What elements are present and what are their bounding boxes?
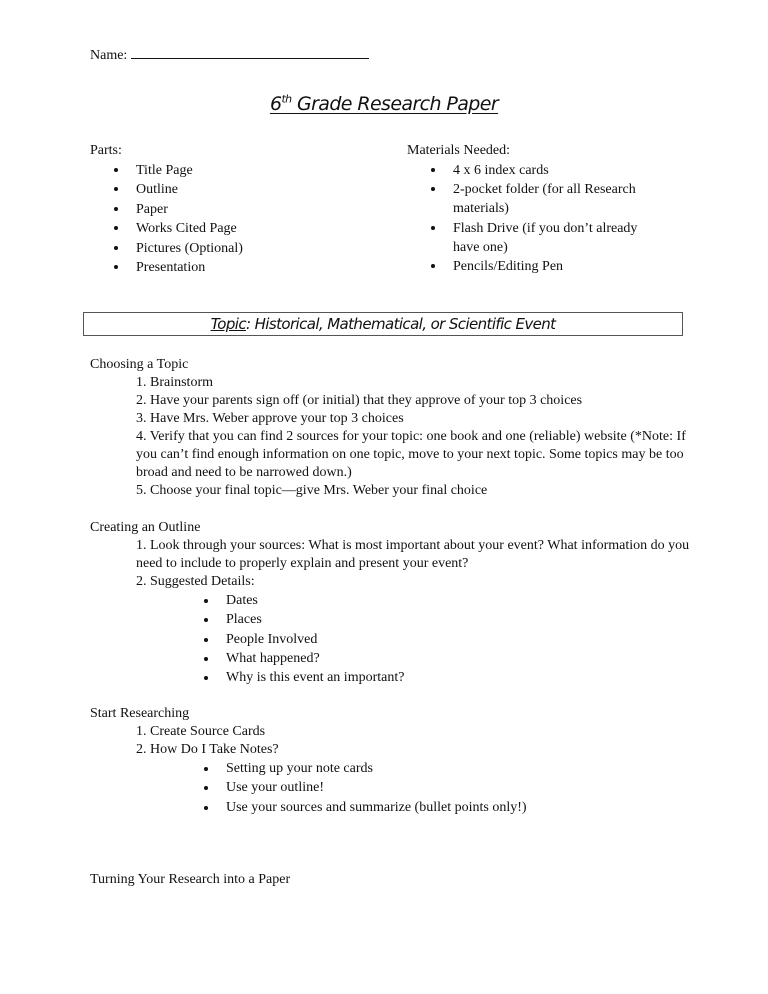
note-item: Use your outline! (90, 778, 690, 797)
materials-heading: Materials Needed: (407, 143, 511, 158)
step-item: 1. Create Source Cards (136, 724, 266, 739)
step-item: 5. Choose your final topic—give Mrs. Weber your final choice (136, 483, 488, 498)
name-label: Name: (90, 48, 128, 63)
creating-outline-section (90, 518, 690, 687)
detail-item: People Involved (90, 630, 690, 649)
note-item: Setting up your note cards (90, 759, 690, 778)
step-item: 3. Have Mrs. Weber approve your top 3 choices (136, 411, 404, 426)
materials-item: 4 x 6 index cards (407, 161, 667, 180)
parts-item: Outline (90, 180, 370, 199)
section-heading: Turning Your Research into a Paper (90, 872, 291, 887)
step-item: 1. Look through your sources: What is most important about your event? What information do you need to include to properly explain and present your event? (136, 538, 690, 571)
materials-column (407, 141, 667, 276)
detail-item: Places (90, 610, 690, 629)
choosing-steps (90, 374, 690, 500)
parts-item: Works Cited Page (90, 219, 370, 238)
topic-box (83, 312, 683, 336)
materials-item: Flash Drive (if you don’t already have one) (407, 219, 667, 257)
note-item: Use your sources and summarize (bullet points only!) (90, 798, 690, 817)
parts-item: Pictures (Optional) (90, 239, 370, 258)
section-heading: Choosing a Topic (90, 357, 189, 372)
parts-list (90, 161, 370, 278)
researching-steps (90, 723, 690, 759)
parts-item: Presentation (90, 258, 370, 277)
title-grade-suffix: th (281, 93, 292, 106)
parts-column (90, 141, 370, 277)
materials-item: Pencils/Editing Pen (407, 257, 667, 276)
outline-steps (90, 537, 690, 591)
start-researching-section (90, 704, 690, 817)
detail-item: What happened? (90, 649, 690, 668)
parts-item: Title Page (90, 161, 370, 180)
materials-list (407, 161, 667, 277)
parts-item: Paper (90, 200, 370, 219)
topic-text: : Historical, Mathematical, or Scientific Event (246, 315, 556, 333)
parts-heading: Parts: (90, 143, 122, 158)
step-item: 1. Brainstorm (136, 375, 213, 390)
detail-item: Dates (90, 591, 690, 610)
step-item: 2. Suggested Details: (136, 574, 255, 589)
section-heading: Creating an Outline (90, 520, 201, 535)
page-title (0, 90, 768, 114)
title-grade-number: 6 (269, 93, 282, 116)
materials-item: 2-pocket folder (for all Research materials) (407, 180, 667, 218)
step-item: 2. How Do I Take Notes? (136, 742, 279, 757)
details-list (90, 591, 690, 687)
step-item: 2. Have your parents sign off (or initial) that they approve of your top 3 choices (136, 393, 583, 408)
notes-list (90, 759, 690, 817)
title-rest: Grade Research Paper (291, 93, 499, 116)
step-item: 4. Verify that you can find 2 sources for your topic: one book and one (reliable) website (*Note: If you can’t find enough information on one topic, move to your next topic. Some topics may be too broad and need to be narrowed down.) (136, 429, 686, 480)
page-title-text (270, 93, 498, 115)
choosing-topic-section (90, 355, 690, 500)
name-field-line (90, 44, 369, 65)
name-blank (131, 44, 369, 59)
section-heading: Start Researching (90, 706, 190, 721)
topic-label: Topic (210, 315, 246, 333)
detail-item: Why is this event an important? (90, 668, 690, 687)
turning-research-section (90, 870, 690, 889)
